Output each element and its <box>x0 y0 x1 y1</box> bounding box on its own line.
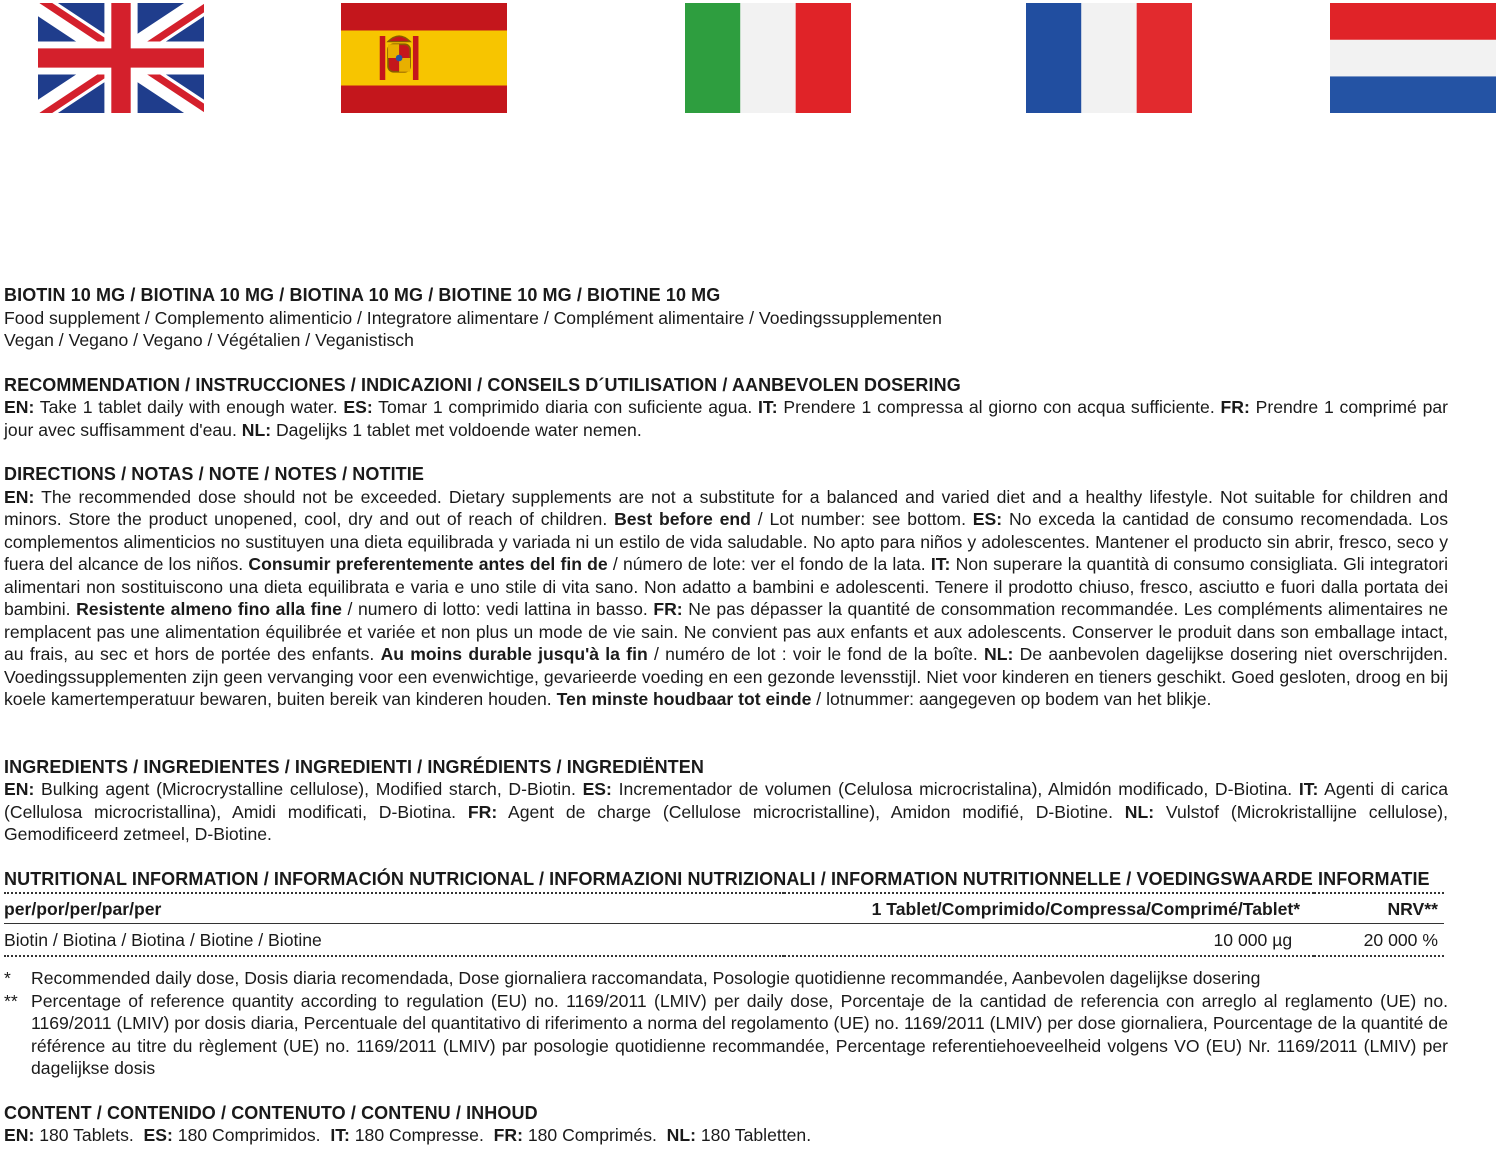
best-before-es: Consumir preferentemente antes del fin de <box>248 554 608 574</box>
lang-label-nl: NL: <box>666 1125 696 1145</box>
ingredients-heading: INGREDIENTS / INGREDIENTES / INGREDIENTI / INGRÉDIENTS / INGREDIËNTEN <box>4 756 704 777</box>
column-header-nrv: NRV** <box>1314 893 1444 923</box>
nutrition-table <box>4 892 1444 957</box>
lang-label-en: EN: <box>4 486 35 507</box>
nutrient-name: Biotin / Biotina / Biotina / Biotine / Biotine <box>4 923 784 956</box>
lang-label-es: ES: <box>972 509 1003 529</box>
directions-text: EN: The recommended dose should not be exceeded. Dietary supplements are not a substitute for a balanced and varied diet and a healthy lifestyle. Not suitable for children and minors. Store the product unopened, cool, dry and out of reach of children. Best before end / Lot number: see bottom. ES: No exceda la cantidad de consumo recomendada. Los complementos alimenticios no sustituyen una dieta equilibrada y variada ni un estilo de vida saludable. No apto para niños y adolescentes. Mantener el producto sin abrir, fresco, seco y fuera del alcance de los niños. Consumir preferentemente antes del fin de / número de lote: ver el fondo de la lata. IT: Non superare la quantità di consumo consigliata. Gli integratori alimentari non sostituiscono una dieta equilibrata e varia e uno stile di vita sano. Non adatto a bambini e adolescenti. Tenere il prodotto chiuso, fresco, asciutto e fuori dalla portata dei bambini. Resistente almeno fino alla fine / numero di lotto: vedi lattina in basso. FR: Ne pas dépasser la quantité de consommation recommandée. Les compléments alimentaires ne remplacent pas une alimentation équilibrée et variée et non plus un mode de vie sain. Ne convient pas aux enfants et aux adolescents. Conserver le produit dans son emballage intact, au frais, au sec et hors de portée des enfants. Au moins durable jusqu'à la fin / numéro de lot : voir le fond de la boîte. NL: De aanbevolen dagelijkse dosering niet overschrijden. Voedingssupplementen zijn geen vervanging voor een evenwichtige, gevarieerde voeding en een gezonde levensstijl. Niet voor kinderen en tieners geschikt. Goed gesloten, droog en bij koele kamertemperatuur bewaren, buiten bereik van kinderen houden. Ten minste houdbaar tot einde / lotnummer: aangegeven op bodem van het blikje. <box>4 486 1449 709</box>
column-header-per-tablet: 1 Tablet/Comprimido/Compressa/Comprimé/Tablet* <box>784 893 1314 923</box>
lang-label-es: ES: <box>343 397 373 417</box>
lang-label-it: IT: <box>1298 779 1319 799</box>
best-before-en: Best before end <box>614 509 751 529</box>
lang-label-it: IT: <box>330 1125 350 1145</box>
footnote-2 <box>4 990 1448 1080</box>
lang-label-nl: NL: <box>984 644 1014 664</box>
nutrition-table-header <box>4 893 1444 923</box>
uk-flag <box>38 3 204 113</box>
lang-label-fr: FR: <box>493 1125 523 1145</box>
lang-label-fr: FR: <box>467 801 498 822</box>
italy-flag <box>685 3 851 113</box>
table-row <box>4 923 1444 956</box>
footnote-mark: ** <box>4 990 18 1011</box>
content-text: EN: 180 Tablets. ES: 180 Comprimidos. IT: 180 Compresse. FR: 180 Comprimés. NL: 180 Tabletten. <box>4 1125 812 1145</box>
best-before-nl: Ten minste houdbaar tot einde <box>556 689 812 709</box>
lang-label-en: EN: <box>4 1125 35 1145</box>
nutrient-amount: 10 000 µg <box>784 923 1314 956</box>
footnote-text: Recommended daily dose, Dosis diaria recomendada, Dose giornaliera raccomandata, Posologie quotidienne recommandée, Aanbevolen dagelijkse dosering <box>31 968 1261 988</box>
recommendation-heading: RECOMMENDATION / INSTRUCCIONES / INDICAZIONI / CONSEILS D´UTILISATION / AANBEVOLEN DOSERING <box>4 374 961 395</box>
column-header-per: per/por/per/par/per <box>4 893 784 923</box>
spain-flag <box>341 3 507 113</box>
lang-label-fr: FR: <box>1220 397 1250 417</box>
lang-label-es: ES: <box>582 779 612 799</box>
lang-label-it: IT: <box>758 397 778 417</box>
product-title: BIOTIN 10 MG / BIOTINA 10 MG / BIOTINA 10 MG / BIOTINE 10 MG / BIOTINE 10 MG <box>4 285 721 305</box>
lang-label-nl: NL: <box>1124 801 1155 822</box>
lang-label-en: EN: <box>4 779 35 799</box>
best-before-fr: Au moins durable jusqu'à la fin <box>380 644 648 664</box>
lang-label-it: IT: <box>930 554 951 574</box>
lang-label-en: EN: <box>4 397 35 417</box>
france-flag <box>1026 3 1192 113</box>
footnote-1 <box>4 967 1448 990</box>
lang-label-es: ES: <box>143 1125 173 1145</box>
nutrient-nrv: 20 000 % <box>1314 923 1444 956</box>
lang-label-nl: NL: <box>241 419 272 440</box>
footnote-mark: * <box>4 968 11 988</box>
flags-row <box>0 0 1500 116</box>
lang-label-fr: FR: <box>653 599 683 619</box>
directions-heading: DIRECTIONS / NOTAS / NOTE / NOTES / NOTITIE <box>4 464 424 484</box>
netherlands-flag <box>1330 3 1496 113</box>
recommendation-text: EN: Take 1 tablet daily with enough water. ES: Tomar 1 comprimido diaria con suficiente agua. IT: Prendere 1 compressa al giorno con acqua sufficiente. FR: Prendre 1 comprimé par jour avec suffisamment d'eau. NL: Dagelijks 1 tablet met voldoende water nemen. <box>4 397 1448 440</box>
best-before-it: Resistente almeno fino alla fine <box>76 599 342 619</box>
footnotes <box>4 967 1448 1080</box>
label-text <box>4 284 1448 1147</box>
product-diet: Vegan / Vegano / Vegano / Végétalien / Veganistisch <box>4 330 414 350</box>
footnote-text: Percentage of reference quantity according to regulation (EU) no. 1169/2011 (LMIV) per daily dose, Porcentaje de la cantidad de referencia con arreglo al reglamento (UE) no. 1169/2011 (LMIV) por dosis diaria, Percentuale del quantitativo di riferimento a norma del regolamento (UE) no. 1169/2011 (LMIV) per dose giornaliera, Pourcentage de la quantité de référence au titre du règlement (UE) no. 1169/2011 (LMIV) par posologie quotidienne recommandée, Percentage referentiehoeveelheid volgens VO (EU) Nr. 1169/2011 (LMIV) per dagelijkse dosis <box>31 990 1448 1078</box>
content-heading: CONTENT / CONTENIDO / CONTENUTO / CONTENU / INHOUD <box>4 1102 538 1123</box>
nutrition-heading: NUTRITIONAL INFORMATION / INFORMACIÓN NUTRICIONAL / INFORMAZIONI NUTRIZIONALI / INFORMATION NUTRITIONNELLE / VOEDINGSWAARDE INFORMATIE <box>4 868 1430 889</box>
ingredients-text: EN: Bulking agent (Microcrystalline cellulose), Modified starch, D-Biotin. ES: Incrementador de volumen (Celulosa microcristalina), Almidón modificado, D-Biotina. IT: Agenti di carica (Cellulosa microcristallina), Amidi modificati, D-Biotina. FR: Agent de charge (Cellulose microcristalline), Amidon modifié, D-Biotine. NL: Vulstof (Microkristallijne cellulose), Gemodificeerd zetmeel, D-Biotine. <box>4 779 1448 844</box>
product-category: Food supplement / Complemento alimenticio / Integratore alimentare / Complément alimentaire / Voedingssupplementen <box>4 307 942 328</box>
